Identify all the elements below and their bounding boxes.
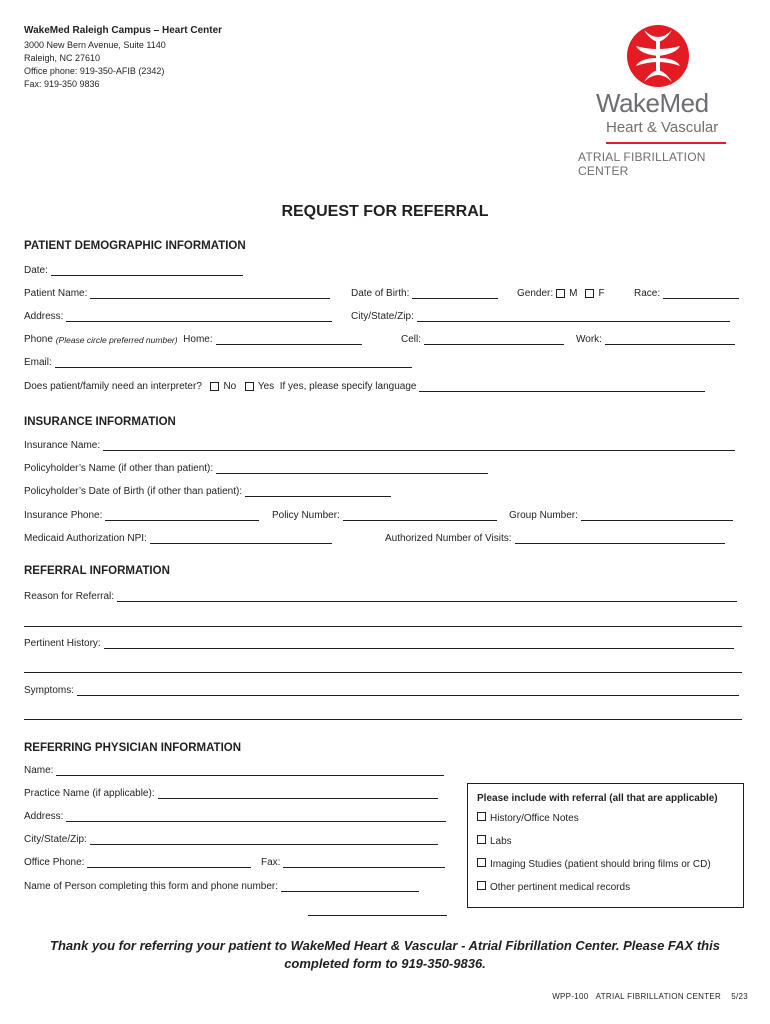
work-label: Work:: [576, 334, 602, 345]
interpreter-question: Does patient/family need an interpreter?: [24, 381, 202, 392]
dob-label: Date of Birth:: [351, 288, 410, 299]
history-field[interactable]: [104, 638, 734, 649]
dob-field[interactable]: [412, 288, 498, 299]
office-phone-label: Office Phone:: [24, 857, 85, 868]
practice-label: Practice Name (if applicable):: [24, 788, 155, 799]
footer-center-name: ATRIAL FIBRILLATION CENTER: [595, 992, 722, 1001]
physician-address-row: [24, 811, 454, 825]
phone-note: (Please circle preferred number): [55, 335, 178, 345]
home-phone-field[interactable]: [216, 334, 362, 345]
gender-m-checkbox[interactable]: [556, 289, 565, 298]
city-field[interactable]: [417, 311, 730, 322]
physician-section-heading: REFERRING PHYSICIAN INFORMATION: [24, 742, 242, 754]
group-number-field[interactable]: [581, 510, 733, 521]
gender-label: Gender:: [517, 288, 554, 299]
date-label: Date:: [24, 265, 48, 276]
completer-field-line-2[interactable]: [308, 915, 447, 916]
interpreter-no-label: No: [223, 381, 237, 392]
insurance-name-field[interactable]: [103, 440, 735, 451]
city-label: City/State/Zip:: [351, 311, 414, 322]
include-item-label: Labs: [490, 836, 512, 847]
symptoms-field[interactable]: [77, 685, 739, 696]
thank-you-note: Thank you for referring your patient to WakeMed Heart & Vascular - Atrial Fibrillation Center. Please FAX this completed form to 919-350-9836.: [50, 938, 720, 971]
form-revision-date: 5/23: [731, 992, 748, 1001]
physician-name-row: [24, 765, 454, 779]
physician-city-label: City/State/Zip:: [24, 834, 87, 845]
home-label: Home:: [183, 334, 213, 345]
gender-f-label: F: [598, 288, 605, 299]
reason-field-line-2[interactable]: [24, 626, 742, 627]
physician-city-row: [24, 834, 454, 848]
header-info: [24, 24, 222, 91]
medicaid-label: Medicaid Authorization NPI:: [24, 533, 147, 544]
history-label: Pertinent History:: [24, 638, 101, 649]
visits-field[interactable]: [515, 533, 725, 544]
patient-name-field[interactable]: [90, 288, 330, 299]
phone-row: [24, 334, 742, 348]
insurance-phone-row: [24, 510, 742, 524]
office-phone: Office phone: 919-350-AFIB (2342): [24, 66, 165, 76]
work-phone-field[interactable]: [605, 334, 735, 345]
logo-center-name: ATRIAL FIBRILLATION CENTER: [578, 150, 706, 178]
fax-label: Fax:: [261, 857, 281, 868]
interpreter-yes-checkbox[interactable]: [245, 382, 254, 391]
date-row: [24, 265, 742, 279]
footer: [552, 992, 748, 1001]
address-field[interactable]: [66, 311, 332, 322]
insurance-phone-label: Insurance Phone:: [24, 510, 103, 521]
symptoms-label: Symptoms:: [24, 685, 75, 696]
logo-wordmark: WakeMed: [596, 88, 709, 118]
interpreter-no-checkbox[interactable]: [210, 382, 219, 391]
patient-name-row: [24, 288, 742, 302]
reason-label: Reason for Referral:: [24, 591, 115, 602]
include-item-label: History/Office Notes: [490, 813, 579, 824]
policy-number-label: Policy Number:: [272, 510, 340, 521]
address-line-2: Raleigh, NC 27610: [24, 53, 101, 63]
insurance-name-row: [24, 440, 742, 454]
history-notes-checkbox[interactable]: [477, 812, 486, 821]
policyholder-label: Policyholder’s Name (if other than patient):: [24, 463, 214, 474]
group-number-label: Group Number:: [509, 510, 578, 521]
physician-name-label: Name:: [24, 765, 54, 776]
address-line-1: 3000 New Bern Avenue, Suite 1140: [24, 40, 166, 50]
practice-field[interactable]: [158, 788, 438, 799]
wakemed-logo: [578, 22, 748, 178]
symptoms-row: [24, 685, 742, 699]
include-checklist-box: [467, 783, 744, 908]
insurance-section-heading: INSURANCE INFORMATION: [24, 416, 176, 428]
logo-divider: [606, 142, 726, 144]
interpreter-yes-label: Yes: [257, 381, 275, 392]
visits-label: Authorized Number of Visits:: [385, 533, 512, 544]
reason-row: [24, 591, 742, 605]
patient-name-label: Patient Name:: [24, 288, 88, 299]
campus-name: WakeMed Raleigh Campus – Heart Center: [24, 25, 223, 36]
fax-field[interactable]: [283, 857, 445, 868]
language-field[interactable]: [419, 381, 705, 392]
policyholder-field[interactable]: [216, 463, 488, 474]
labs-checkbox[interactable]: [477, 835, 486, 844]
gender-f-checkbox[interactable]: [585, 289, 594, 298]
policy-number-field[interactable]: [343, 510, 497, 521]
email-label: Email:: [24, 357, 52, 368]
medicaid-field[interactable]: [150, 533, 332, 544]
completer-label: Name of Person completing this form and phone number:: [24, 881, 279, 892]
other-records-checkbox[interactable]: [477, 881, 486, 890]
physician-address-field[interactable]: [66, 811, 446, 822]
physician-name-field[interactable]: [56, 765, 444, 776]
phone-label: Phone: [24, 334, 53, 345]
referral-section-heading: REFERRAL INFORMATION: [24, 565, 170, 577]
form-title: REQUEST FOR REFERRAL: [281, 203, 489, 220]
symptoms-field-line-2[interactable]: [24, 719, 742, 720]
gender-m-label: M: [569, 288, 578, 299]
completer-row: [24, 881, 454, 895]
cell-label: Cell:: [401, 334, 422, 345]
interpreter-row: [24, 381, 742, 395]
reason-field[interactable]: [117, 591, 737, 602]
policyholder-dob-field[interactable]: [245, 486, 391, 497]
practice-row: [24, 788, 454, 802]
date-field[interactable]: [51, 265, 243, 276]
address-label: Address:: [24, 311, 64, 322]
imaging-checkbox[interactable]: [477, 858, 486, 867]
patient-section-heading: PATIENT DEMOGRAPHIC INFORMATION: [24, 240, 246, 252]
policyholder-dob-label: Policyholder’s Date of Birth (if other than patient):: [24, 486, 243, 497]
include-item: [477, 813, 734, 836]
physician-address-label: Address:: [24, 811, 64, 822]
physician-city-field[interactable]: [90, 834, 438, 845]
race-field[interactable]: [663, 288, 739, 299]
include-item-label: Imaging Studies (patient should bring films or CD): [490, 859, 711, 870]
physician-phone-row: [24, 857, 454, 871]
include-item: [477, 859, 734, 882]
race-label: Race:: [634, 288, 661, 299]
email-row: [24, 357, 742, 371]
completer-field[interactable]: [281, 881, 419, 892]
address-row: [24, 311, 742, 325]
history-field-line-2[interactable]: [24, 672, 742, 673]
include-box-title: Please include with referral (all that are applicable): [477, 793, 718, 804]
insurance-name-label: Insurance Name:: [24, 440, 101, 451]
medicaid-row: [24, 533, 742, 547]
cell-phone-field[interactable]: [424, 334, 564, 345]
office-fax: Fax: 919-350 9836: [24, 79, 100, 89]
policyholder-row: [24, 463, 742, 477]
form-code: WPP-100: [552, 992, 589, 1001]
policyholder-dob-row: [24, 486, 742, 500]
include-item: [477, 836, 734, 859]
history-row: [24, 638, 742, 652]
include-item-label: Other pertinent medical records: [490, 882, 631, 893]
wakemed-logo-mark-icon: [626, 22, 690, 90]
logo-subtitle: Heart & Vascular: [606, 119, 719, 136]
include-item: [477, 882, 734, 905]
office-phone-field[interactable]: [87, 857, 251, 868]
email-field[interactable]: [55, 357, 412, 368]
insurance-phone-field[interactable]: [105, 510, 259, 521]
language-label: If yes, please specify language: [279, 381, 417, 392]
